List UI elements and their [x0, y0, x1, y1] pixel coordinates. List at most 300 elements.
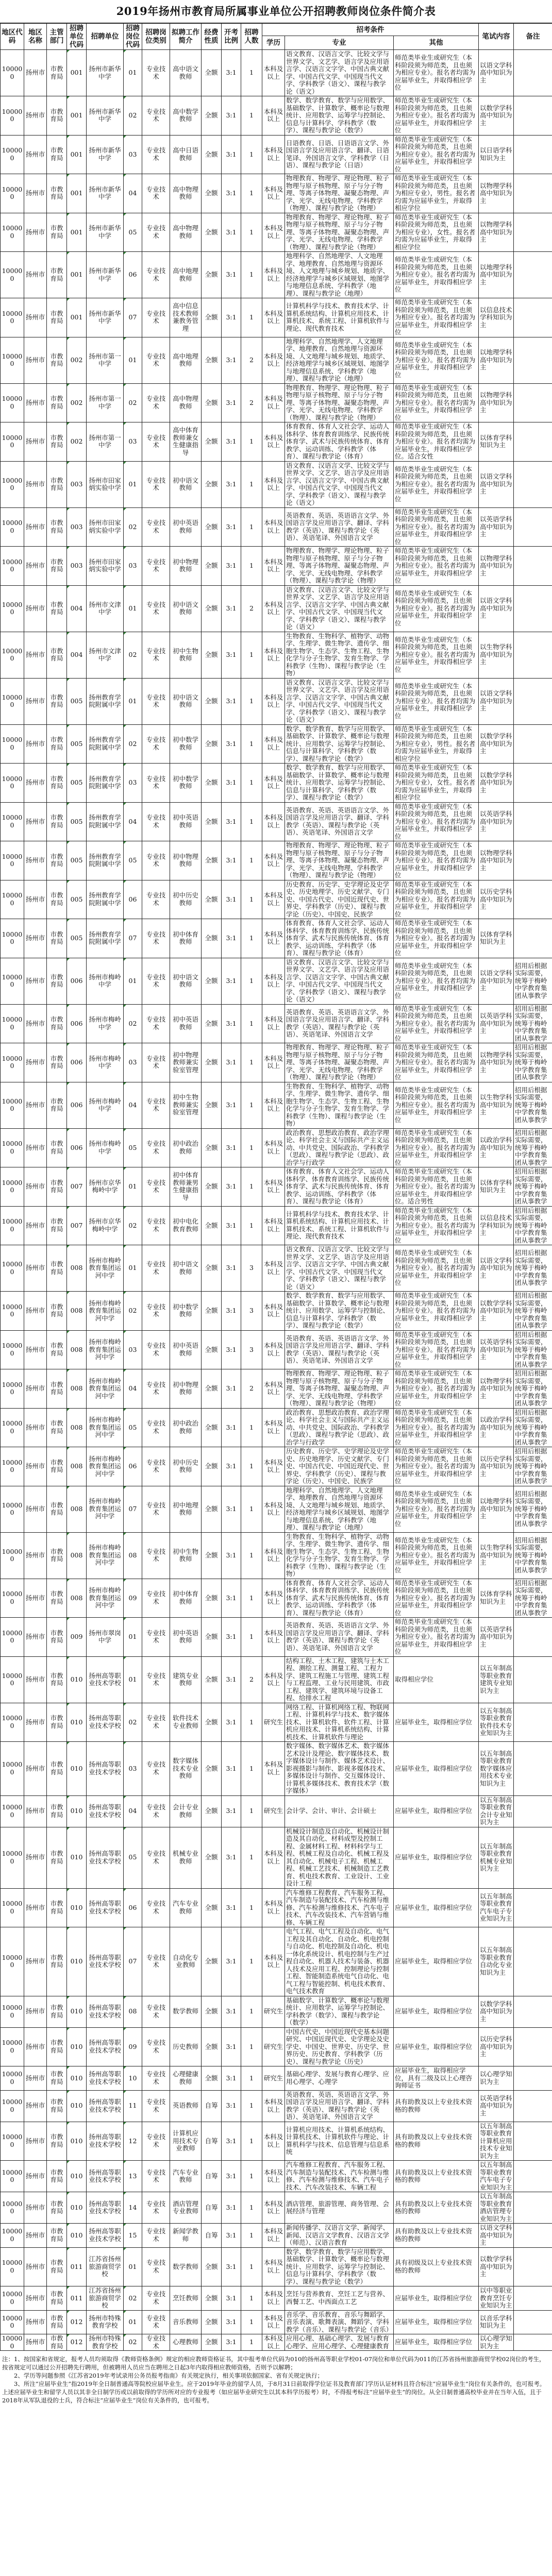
cell-dept: 市教育局 [47, 2090, 67, 2122]
cell-other: 师范类毕业生或研究生（本科阶段须为师范类，且也须为相应专业）。报名者均需为应届毕业生，并取得相应学位 [394, 1206, 479, 1245]
cell-region-code: 100000 [1, 2334, 24, 2351]
cell-post-code: 02 [124, 632, 142, 678]
cell-major: 基础心理学、发展与教育心理学、应用心理学、心理学 [285, 2066, 394, 2091]
cell-dept: 市教育局 [47, 1927, 67, 1996]
cell-intro: 初中英语教师 [170, 1330, 202, 1369]
cell-funding: 全额 [202, 1827, 222, 1888]
cell-unit: 扬州市文津中学 [87, 632, 124, 678]
cell-remark [514, 174, 552, 213]
cell-edu: 本科及以上 [262, 1618, 285, 1657]
cell-unit: 扬州市梅岭教育集团运河中学 [87, 1579, 124, 1618]
cell-category: 专业技术 [142, 2286, 170, 2311]
cell-exam: 以英语学科高中知识为主 [479, 1330, 514, 1369]
cell-category: 专业技术 [142, 585, 170, 632]
cell-unit-code: 006 [67, 1043, 87, 1082]
cell-remark [514, 1703, 552, 1742]
cell-count: 1 [241, 1795, 262, 1827]
cell-unit-code: 011 [67, 2247, 87, 2286]
cell-exam: 以数学学科高中知识为主 [479, 764, 514, 803]
cell-unit: 扬州高等职业技术学校 [87, 1827, 124, 1888]
cell-edu: 本科及以上 [262, 1532, 285, 1579]
cell-dept: 市教育局 [47, 1206, 67, 1245]
cell-ratio: 3:1 [222, 2192, 241, 2224]
cell-ratio: 3:1 [222, 1579, 241, 1618]
cell-ratio: 3:1 [222, 2027, 241, 2066]
cell-region-code: 100000 [1, 1167, 24, 1207]
cell-count: 2 [241, 383, 262, 422]
cell-ratio: 3:1 [222, 632, 241, 678]
cell-unit-code: 010 [67, 2224, 87, 2248]
cell-edu: 本科及以上 [262, 461, 285, 507]
cell-count: 1 [241, 958, 262, 1004]
cell-other: 应届毕业生，取得相应学位 [394, 2334, 479, 2351]
cell-unit-code: 005 [67, 880, 87, 919]
cell-region-code: 100000 [1, 1486, 24, 1532]
cell-remark [514, 2122, 552, 2161]
cell-funding: 全额 [202, 1408, 222, 1447]
cell-unit-code: 008 [67, 1330, 87, 1369]
cell-category: 专业技术 [142, 2247, 170, 2286]
header-ratio: 开考比例 [222, 24, 241, 50]
cell-dept: 市教育局 [47, 2192, 67, 2224]
cell-other: 具有初级及以上专业技术资格的教师 [394, 2247, 479, 2286]
cell-intro: 初中语文教师 [170, 958, 202, 1004]
cell-dept: 市教育局 [47, 2066, 67, 2091]
cell-dept: 市教育局 [47, 1742, 67, 1796]
cell-region-name: 扬州市 [24, 1245, 47, 1292]
cell-category: 专业技术 [142, 1128, 170, 1167]
cell-remark [514, 383, 552, 422]
cell-unit: 扬州高等职业技术学校 [87, 1795, 124, 1827]
cell-count: 1 [241, 135, 262, 174]
cell-unit: 扬州市梅岭中学 [87, 1082, 124, 1128]
table-row [1, 1703, 552, 1742]
header-exam: 笔试内容 [479, 24, 514, 50]
cell-other: 师范类毕业生或研究生（本科阶段须为师范类，且也须为相应专业）。报名者均需为应届毕业生，并取得相应学位 [394, 135, 479, 174]
cell-exam: 以英语学科高中知识为主 [479, 802, 514, 841]
cell-exam: 以五年制高等职业教育机械专业知识为主 [479, 1827, 514, 1888]
cell-unit-code: 012 [67, 2334, 87, 2351]
cell-ratio: 3:1 [222, 2247, 241, 2286]
cell-intro: 高中物理教师 [170, 174, 202, 213]
cell-unit: 扬州教育学院附属中学 [87, 880, 124, 919]
cell-funding: 全额 [202, 252, 222, 298]
cell-other: 师范类毕业生或研究生（本科阶段须为师范类，且也须为相应专业）。报名者均需为应届毕业生，并取得相应学位 [394, 1082, 479, 1128]
cell-unit-code: 012 [67, 2310, 87, 2334]
cell-other: 具有助教及以上专业技术资格的教师 [394, 2090, 479, 2122]
cell-dept: 市教育局 [47, 2027, 67, 2066]
cell-dept: 市教育局 [47, 958, 67, 1004]
cell-unit: 扬州高等职业技术学校 [87, 2192, 124, 2224]
cell-major: 生物教育、生物科学、植物学、动物学、生理学、微生物学、遗传学、细胞生物学、生态学、生物工程、生物化学与分子生物学、发育生物学、学科教学（生物）、课程与教学论（生物） [285, 632, 394, 678]
cell-count: 1 [241, 2027, 262, 2066]
cell-unit-code: 001 [67, 174, 87, 213]
cell-dept: 市教育局 [47, 461, 67, 507]
cell-unit-code: 010 [67, 1795, 87, 1827]
note-2: 2、学历等问题参照《江苏省2019年考试录用公务员报考指南》有关规定执行，相关事项依据国家、省有关规定执行； [14, 2372, 324, 2379]
cell-remark: 招用后根据实际需要，统筹于梅岭中学教育集团从事教学 [514, 1330, 552, 1369]
header-post-code: 招聘岗位代码 [124, 24, 142, 50]
cell-region-code: 100000 [1, 2286, 24, 2311]
cell-dept: 市教育局 [47, 1532, 67, 1579]
cell-exam: 以地理学科高中知识为主 [479, 337, 514, 383]
cell-count: 1 [241, 2122, 262, 2161]
cell-exam: 以物理学科高中知识为主 [479, 1043, 514, 1082]
cell-dept: 市教育局 [47, 1043, 67, 1082]
cell-funding: 全额 [202, 1369, 222, 1409]
cell-category: 专业技术 [142, 337, 170, 383]
cell-major: 英语教育、英语、英语语言文学、外国语言学及应用语言学、翻译、学科教学（英语）、课程与教学论（英语）、英语笔译、外国语言文学 [285, 1618, 394, 1657]
cell-edu: 本科及以上 [262, 1082, 285, 1128]
cell-dept: 市教育局 [47, 1082, 67, 1128]
cell-unit-code: 002 [67, 422, 87, 462]
cell-exam: 以五年制高等职业教育会计专业知识为主 [479, 1795, 514, 1827]
cell-count: 1 [241, 213, 262, 252]
cell-category: 专业技术 [142, 1703, 170, 1742]
cell-other: 具有助教及以上专业技术资格的教师 [394, 2161, 479, 2192]
cell-unit: 扬州市梅岭中学 [87, 1043, 124, 1082]
cell-remark [514, 585, 552, 632]
cell-region-name: 扬州市 [24, 1128, 47, 1167]
cell-edu: 本科及以上 [262, 2122, 285, 2161]
header-region-name: 地区名称 [24, 24, 47, 50]
cell-region-code: 100000 [1, 2027, 24, 2066]
cell-count: 1 [241, 1927, 262, 1996]
cell-exam: 以五年制高等职业教育计算机应用技术专业知识为主 [479, 2122, 514, 2161]
header-dept: 主管部门 [47, 24, 67, 50]
cell-other: 应届毕业生，取得相应学位 [394, 1996, 479, 2027]
cell-category: 专业技术 [142, 383, 170, 422]
cell-funding: 全额 [202, 1486, 222, 1532]
cell-category: 专业技术 [142, 919, 170, 958]
cell-other: 师范类毕业生或研究生（本科阶段须为师范类，且也须为相应专业）。报名者均需为应届毕业生，并取得相应学位 [394, 1369, 479, 1409]
cell-category: 专业技术 [142, 507, 170, 547]
cell-count: 1 [241, 1827, 262, 1888]
cell-post-code: 08 [124, 1532, 142, 1579]
cell-major: 网络工程、计算机网络工程、物联网工程、计算机科学与技术、数字媒体技术、计算机软件、软件工程、计算机应用技术、计算机系统结构、计算机技术、计算机软件与理论 [285, 1703, 394, 1742]
cell-remark: 招用后根据实际需要，统筹于梅岭中学教育集团从事教学 [514, 1532, 552, 1579]
cell-dept: 市教育局 [47, 802, 67, 841]
cell-edu: 本科及以上 [262, 1827, 285, 1888]
cell-remark [514, 2161, 552, 2192]
table-row [1, 1004, 552, 1043]
cell-major: 烹饪与营养教育、烹饪工艺与营养、西餐工艺、中西面点工艺 [285, 2286, 394, 2311]
cell-region-name: 扬州市 [24, 1330, 47, 1369]
cell-region-name: 扬州市 [24, 1795, 47, 1827]
cell-edu: 本科及以上 [262, 1128, 285, 1167]
cell-dept: 市教育局 [47, 1292, 67, 1331]
cell-count: 1 [241, 880, 262, 919]
cell-edu: 本科及以上 [262, 1888, 285, 1927]
cell-major: 语文教育、汉语言文学、比较文学与世界文学、文艺学、语言学及应用语言学、汉语言文字学、中国古典文献学、中国古代文学、中国现当代文学、学科教学（语文）、课程与教学论（语文） [285, 461, 394, 507]
cell-major: 语文教育、汉语言文学、比较文学与世界文学、文艺学、语言学及应用语言学、汉语言文字学、中国古典文献学、中国古代文学、中国现当代文学、学科教学（语文）、课程与教学论（语文） [285, 678, 394, 724]
cell-category: 专业技术 [142, 461, 170, 507]
cell-edu: 本科及以上 [262, 585, 285, 632]
cell-major: 英语教育、英语、英语语言文学、外国语言学及应用语言学、翻译、学科教学（英语）、课程与教学论（英语）、英语笔译、外国语言文学 [285, 802, 394, 841]
cell-other: 师范类毕业生或研究生（本科阶段须为师范类，且也须为相应专业），女性。报名者均需为应届毕业生，并取得相应学位 [394, 764, 479, 803]
cell-region-code: 100000 [1, 1703, 24, 1742]
cell-other: 师范类毕业生或研究生（本科阶段须为师范类，且也须为相应专业）。报名者均需为应届毕业生，并取得相应学位 [394, 298, 479, 337]
table-row [1, 1486, 552, 1532]
cell-dept: 市教育局 [47, 507, 67, 547]
table-row [1, 1532, 552, 1579]
cell-remark [514, 1996, 552, 2027]
cell-ratio: 3:1 [222, 1330, 241, 1369]
table-row [1, 1888, 552, 1927]
cell-remark [514, 1888, 552, 1927]
cell-count: 1 [241, 547, 262, 586]
cell-remark [514, 632, 552, 678]
cell-region-code: 100000 [1, 1128, 24, 1167]
cell-count: 1 [241, 678, 262, 724]
cell-edu: 本科及以上 [262, 2224, 285, 2248]
cell-exam: 以五年制高等职业教育汽车电子专业知识为主 [479, 1888, 514, 1927]
cell-edu: 本科及以上 [262, 2286, 285, 2311]
cell-remark [514, 919, 552, 958]
cell-ratio: 3:1 [222, 1827, 241, 1888]
cell-funding: 全额 [202, 96, 222, 135]
cell-region-code: 100000 [1, 1043, 24, 1082]
cell-other: 师范类毕业生或研究生（本科阶段须为师范类，且也须为相应专业）。报名者均需为应届毕业生，并取得相应学位 [394, 958, 479, 1004]
cell-unit: 扬州高等职业技术学校 [87, 2224, 124, 2248]
cell-region-name: 扬州市 [24, 1742, 47, 1796]
cell-dept: 市教育局 [47, 1330, 67, 1369]
cell-ratio: 3:1 [222, 1408, 241, 1447]
header-remark: 备注 [514, 24, 552, 50]
cell-ratio: 3:1 [222, 1888, 241, 1927]
cell-unit: 扬州市特殊教育学校 [87, 2334, 124, 2351]
cell-major: 地理科学、自然地理学、人文地理学、地理教育、自然地理与资源环境、人文地理与城乡规划、地质学、经济地理学与城乡区域规划、地图学与地理信息系统、学科教学（地理）、课程与教学论（地理） [285, 1486, 394, 1532]
cell-other: 师范类毕业生或研究生（本科阶段须为师范类，且也须为相应专业）。报名者均需为应届毕业生，并取得相应学位 [394, 96, 479, 135]
table-row [1, 2247, 552, 2286]
cell-intro: 初中英语教师 [170, 507, 202, 547]
table-row [1, 2161, 552, 2192]
cell-category: 专业技术 [142, 1486, 170, 1532]
cell-unit-code: 010 [67, 2192, 87, 2224]
cell-ratio: 3:1 [222, 50, 241, 96]
cell-funding: 全额 [202, 1128, 222, 1167]
cell-region-code: 100000 [1, 1408, 24, 1447]
cell-region-code: 100000 [1, 632, 24, 678]
cell-count: 1 [241, 1532, 262, 1579]
table-row [1, 422, 552, 462]
cell-exam: 以生物学科高中知识为主 [479, 632, 514, 678]
cell-remark [514, 764, 552, 803]
cell-intro: 软件技术专业教师 [170, 1703, 202, 1742]
cell-intro: 机械专业教师 [170, 1827, 202, 1888]
cell-other: 具有助教及以上专业技术资格的教师 [394, 2224, 479, 2248]
cell-unit: 扬州市翠岗中学 [87, 1618, 124, 1657]
cell-dept: 市教育局 [47, 2247, 67, 2286]
cell-funding: 全额 [202, 1888, 222, 1927]
cell-dept: 市教育局 [47, 2310, 67, 2334]
cell-unit: 扬州市梅岭教育集团运河中学 [87, 1330, 124, 1369]
cell-edu: 本科及以上 [262, 880, 285, 919]
table-row [1, 2224, 552, 2248]
cell-category: 专业技术 [142, 1043, 170, 1082]
cell-dept: 市教育局 [47, 2122, 67, 2161]
cell-intro: 高中物理教师 [170, 213, 202, 252]
cell-ratio: 3:1 [222, 1004, 241, 1043]
cell-edu: 本科及以上 [262, 1245, 285, 1292]
table-body [1, 50, 552, 2351]
cell-dept: 市教育局 [47, 919, 67, 958]
cell-exam: 以五年制高等职业教育汽车电子专业知识为主 [479, 2161, 514, 2192]
cell-ratio: 3:1 [222, 96, 241, 135]
cell-intro: 初中物理教师 [170, 841, 202, 880]
cell-funding: 全额 [202, 2027, 222, 2066]
cell-region-code: 100000 [1, 1447, 24, 1486]
cell-region-code: 100000 [1, 1888, 24, 1927]
cell-exam: 以语文学科高中知识为主 [479, 461, 514, 507]
cell-ratio: 3:1 [222, 1486, 241, 1532]
cell-post-code: 10 [124, 2066, 142, 2091]
cell-unit-code: 010 [67, 1742, 87, 1796]
cell-exam: 以数学学科高中知识为主 [479, 724, 514, 764]
cell-remark [514, 135, 552, 174]
cell-category: 专业技术 [142, 632, 170, 678]
cell-exam: 以体育学科知识为主 [479, 919, 514, 958]
cell-other: 师范类毕业生或研究生（本科阶段须为师范类，且也须为相应专业）。报名者均需为应届毕业生，并取得相应学位 [394, 632, 479, 678]
cell-intro: 历史教师 [170, 2027, 202, 2066]
cell-category: 专业技术 [142, 2027, 170, 2066]
cell-post-code: 01 [124, 2310, 142, 2334]
cell-intro: 初中生物教师兼实验室管理 [170, 1082, 202, 1128]
cell-ratio: 3:1 [222, 841, 241, 880]
cell-category: 专业技术 [142, 1795, 170, 1827]
cell-region-name: 扬州市 [24, 422, 47, 462]
cell-count: 1 [241, 919, 262, 958]
cell-exam: 以数学学科高中知识为主 [479, 2247, 514, 2286]
cell-region-name: 扬州市 [24, 802, 47, 841]
cell-region-name: 扬州市 [24, 2224, 47, 2248]
cell-other: 师范类毕业生或研究生（本科阶段须为师范类，且也须为相应专业），女性。报名者均需为应届毕业生，并取得相应学位 [394, 213, 479, 252]
cell-other: 师范类毕业生或研究生（本科阶段须为师范类，且也须为相应专业）。报名者均需为应届毕业生，并取得相应学位 [394, 1330, 479, 1369]
cell-intro: 初中数学教师 [170, 764, 202, 803]
cell-count: 1 [241, 1206, 262, 1245]
table-row [1, 2286, 552, 2311]
cell-region-name: 扬州市 [24, 2247, 47, 2286]
cell-unit-code: 010 [67, 2027, 87, 2066]
table-header [1, 24, 552, 50]
cell-major: 计算机应用技术、计算机系统结构、计算机技术、计算机软件与理论、计算机科学与技术、信息管理与信息系统 [285, 2122, 394, 2161]
cell-post-code: 05 [124, 841, 142, 880]
cell-region-code: 100000 [1, 2224, 24, 2248]
table-row [1, 1827, 552, 1888]
cell-unit: 扬州教育学院附属中学 [87, 764, 124, 803]
cell-category: 专业技术 [142, 1827, 170, 1888]
cell-category: 专业技术 [142, 547, 170, 586]
cell-region-name: 扬州市 [24, 1618, 47, 1657]
cell-category: 专业技术 [142, 1742, 170, 1796]
table-row [1, 1579, 552, 1618]
cell-category: 专业技术 [142, 1330, 170, 1369]
cell-post-code: 01 [124, 50, 142, 96]
cell-region-name: 扬州市 [24, 213, 47, 252]
cell-region-code: 100000 [1, 2066, 24, 2091]
table-row [1, 1245, 552, 1292]
cell-ratio: 3:1 [222, 585, 241, 632]
cell-category: 专业技术 [142, 213, 170, 252]
cell-unit-code: 008 [67, 1532, 87, 1579]
cell-edu: 本科及以上 [262, 2247, 285, 2286]
cell-post-code: 15 [124, 2224, 142, 2248]
cell-unit: 扬州教育学院附属中学 [87, 678, 124, 724]
cell-category: 专业技术 [142, 724, 170, 764]
cell-edu: 本科及以上 [262, 2192, 285, 2224]
cell-unit: 扬州市梅岭中学 [87, 1128, 124, 1167]
cell-major: 汽车维修工程教育、汽车服务工程、汽车制造与装配技术、汽车检测与维修、汽车检测与维修技术、汽车电子技术、汽车改装技术、车辆工程 [285, 2161, 394, 2192]
cell-region-name: 扬州市 [24, 841, 47, 880]
cell-count: 1 [241, 2334, 262, 2351]
table-row [1, 1369, 552, 1409]
cell-ratio: 3:1 [222, 724, 241, 764]
cell-region-name: 扬州市 [24, 1579, 47, 1618]
cell-other: 师范类毕业生或研究生（本科阶段须为师范类，且也须为相应专业）。报名者均需为应届毕业生，并取得相应学位 [394, 337, 479, 383]
cell-count: 1 [241, 1082, 262, 1128]
cell-intro: 会计专业教师 [170, 1795, 202, 1827]
footnotes [0, 2351, 552, 2408]
cell-region-name: 扬州市 [24, 50, 47, 96]
table-row [1, 298, 552, 337]
cell-exam: 以日语学科知识为主 [479, 135, 514, 174]
cell-exam: 以物理学科高中知识为主 [479, 174, 514, 213]
cell-funding: 全额 [202, 724, 222, 764]
cell-dept: 市教育局 [47, 2286, 67, 2311]
cell-intro: 初中物理教师 [170, 1369, 202, 1409]
note-3: 3、所注“应届毕业生”指2019年全日制普通高等院校应届毕业生。应于2019年毕业的留学人员，于8月31日前取得学位证书及教育部门学历认证材料且符合标注“应届毕业生”岗位有关条件的，也可报考。上述应届毕业生和留学人员以其非全日制学历或以前取得的学历所对应的专业报考（如应届毕业研究生以其本科学历报考）时，不得报考标注“应届毕业生”的岗位。从全日制普通高校毕业并在当年入伍，且于2018年从军队退役的士兵，符合标注“应届毕业生”岗位有关条件的，也可报考。 [2, 2380, 546, 2404]
cell-ratio: 3:1 [222, 2224, 241, 2248]
cell-dept: 市教育局 [47, 1827, 67, 1888]
cell-region-code: 100000 [1, 422, 24, 462]
cell-ratio: 3:1 [222, 2090, 241, 2122]
cell-unit-code: 010 [67, 2090, 87, 2122]
cell-ratio: 3:1 [222, 252, 241, 298]
cell-dept: 市教育局 [47, 1656, 67, 1703]
table-row [1, 764, 552, 803]
table-row [1, 2090, 552, 2122]
cell-category: 专业技术 [142, 135, 170, 174]
cell-exam: 以政治学科高中知识为主 [479, 1408, 514, 1447]
cell-remark [514, 2247, 552, 2286]
cell-major: 物理教育、物理学、理论物理、粒子物理与原子核物理、原子与分子物理、等离子体物理、凝聚态物理、声学、光学、无线电物理、学科教学（物理）、课程与教学论（物理） [285, 213, 394, 252]
cell-edu: 本科及以上 [262, 507, 285, 547]
cell-funding: 全额 [202, 1532, 222, 1579]
cell-region-code: 100000 [1, 802, 24, 841]
table-row [1, 2066, 552, 2091]
cell-unit: 扬州市梅岭中学 [87, 958, 124, 1004]
cell-exam: 以政治学科高中知识为主 [479, 1128, 514, 1167]
cell-major: 语文教育、汉语言文学、比较文学与世界文学、文艺学、语言学及应用语言学、汉语言文字学、中国古典文献学、中国古代文学、中国现当代文学、学科教学（语文）、课程与教学论（语文） [285, 1245, 394, 1292]
cell-other: 应届毕业生，取得相应学位 [394, 1888, 479, 1927]
cell-edu: 研究生 [262, 1703, 285, 1742]
cell-region-name: 扬州市 [24, 632, 47, 678]
cell-edu: 本科及以上 [262, 1004, 285, 1043]
table-row [1, 841, 552, 880]
cell-post-code: 01 [124, 1245, 142, 1292]
cell-category: 专业技术 [142, 96, 170, 135]
cell-other: 师范类毕业生或研究生（本科阶段须为师范类，且也须为相应专业）。报名者均需为应届毕业生，并取得相应学位 [394, 507, 479, 547]
cell-ratio: 3:1 [222, 1128, 241, 1167]
cell-post-code: 09 [124, 2027, 142, 2066]
cell-dept: 市教育局 [47, 2161, 67, 2192]
cell-category: 专业技术 [142, 2066, 170, 2091]
cell-other: 应届毕业生，取得相应学位 [394, 1827, 479, 1888]
cell-remark [514, 2286, 552, 2311]
cell-exam: 以心理学知识为主 [479, 2334, 514, 2351]
cell-unit: 扬州市新华中学 [87, 50, 124, 96]
cell-post-code: 01 [124, 2247, 142, 2286]
